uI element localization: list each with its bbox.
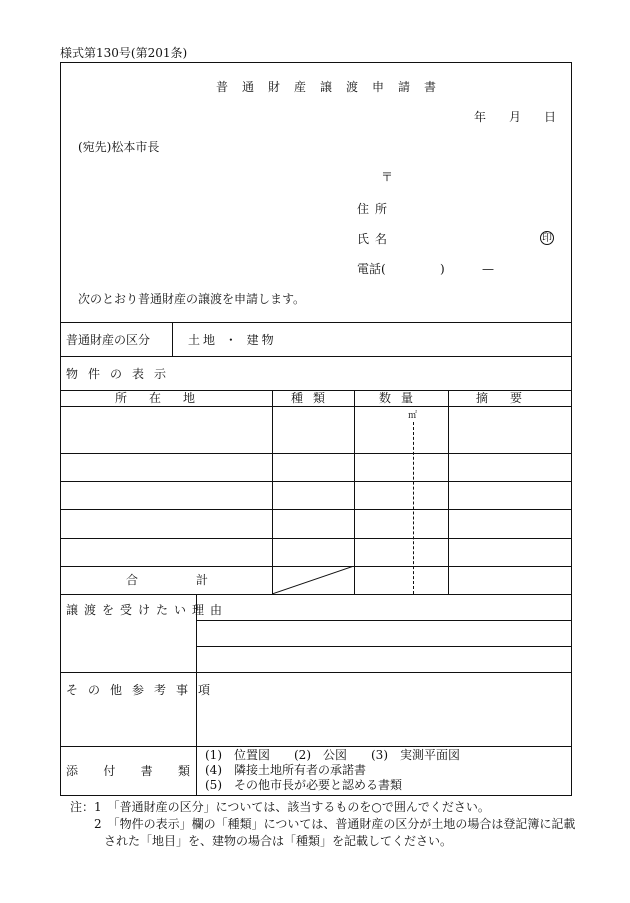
attachments-label: 添 付 書 類	[66, 764, 190, 778]
category-label: 普通財産の区分	[66, 333, 151, 347]
form-number: 様式第130号(第201条)	[60, 46, 188, 60]
col-summary: 摘要	[475, 391, 544, 405]
attachment-item-2: (4) 隣接土地所有者の承諾書	[205, 763, 366, 777]
note-2-cont: された「地目」を、建物の場合は「種類」を記載してください。	[104, 834, 453, 848]
note-2: 2 「物件の表示」欄の「種類」については、普通財産の区分が土地の場合は登記簿に記載	[94, 817, 576, 831]
phone-dash: —	[482, 262, 494, 276]
total-label-2: 計	[196, 573, 209, 587]
date-day[interactable]: 日	[544, 110, 557, 124]
total-diagonal	[272, 566, 354, 594]
addressee: (宛先)松本市長	[78, 140, 160, 154]
note-1: 注：1 「普通財産の区分」については、該当するものを○で囲んでください。	[70, 800, 490, 814]
property-label: 物件の表示	[66, 367, 177, 381]
col-location: 所在地	[114, 391, 217, 405]
attachment-item-1: (1) 位置図 (2) 公図 (3) 実測平面図	[205, 748, 460, 762]
date-month[interactable]: 月	[509, 110, 522, 124]
col-quantity: 数量	[378, 391, 423, 405]
total-label-1: 合	[126, 573, 139, 587]
phone-close: )	[440, 262, 445, 276]
seal-icon: 印	[542, 233, 552, 244]
other-label: その他参考事項	[66, 683, 221, 697]
category-options[interactable]: 土地 ・ 建物	[188, 333, 277, 347]
col-type: 種類	[290, 391, 335, 405]
name-label: 氏名	[357, 232, 394, 246]
postal-mark[interactable]: 〒	[381, 170, 394, 184]
attachment-item-3: (5) その他市長が必要と認める書類	[205, 778, 402, 792]
form-title: 普通財産譲渡申請書	[216, 80, 451, 94]
unit-label: ㎡	[408, 411, 418, 421]
reason-label: 譲渡を受けたい理由	[66, 603, 229, 617]
phone-label: 電話(	[357, 262, 386, 276]
date-year[interactable]: 年	[474, 110, 487, 124]
address-label: 住所	[357, 202, 394, 216]
request-text: 次のとおり普通財産の譲渡を申請します。	[78, 292, 306, 306]
